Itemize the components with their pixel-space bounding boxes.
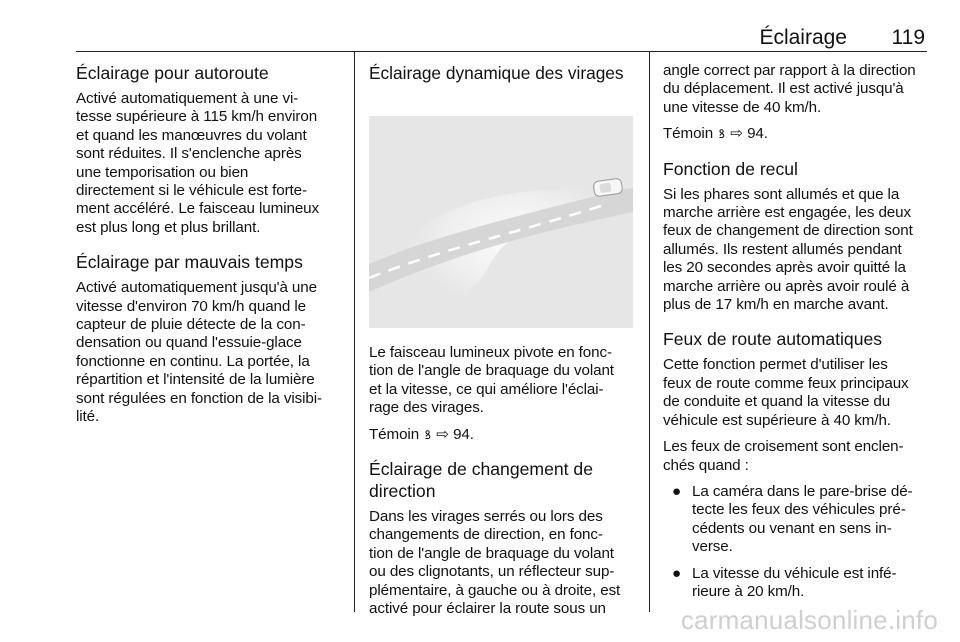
page-reference-arrow-icon: ⇨: [730, 125, 743, 143]
headlamp-warning-icon: ꝸ: [718, 127, 725, 142]
heading-reverse-function: Fonction de recul: [663, 158, 798, 179]
indicator-reference: Témoin ꝸ ⇨ 94.: [369, 425, 474, 443]
bullet-icon: ●: [672, 482, 682, 500]
headlamp-warning-icon: ꝸ: [424, 427, 431, 442]
curved-road-beam-svg: [369, 116, 633, 328]
heading-bad-weather-lighting: Éclairage par mauvais temps: [76, 252, 303, 273]
list-item: ● La vitesse du véhicule est infé- rieure à 20 km/h.: [672, 564, 897, 600]
reference-page-link[interactable]: 94.: [747, 125, 768, 143]
header-title: Éclairage: [759, 26, 847, 49]
indicator-reference-2: Témoin ꝸ ⇨ 94.: [663, 125, 768, 143]
paragraph-highway-lighting: Activé automatiquement à une vi- tesse supérieure à 115 km/h environ et quand les manœuvres du volant sont réduites. Il s'enclenche après une temporisation ou bien directement si le véhicule est forte- ment accéléré. Le faisceau lumineux est plus long et plus brillant.: [76, 90, 320, 236]
heading-turn-light: Éclairage de changement de direction: [369, 459, 593, 502]
cornering-light-illustration: [369, 116, 633, 328]
column-2: [369, 62, 635, 626]
paragraph-low-beam-conditions: Les feux de croisement sont enclen- chés quand :: [663, 438, 904, 474]
bullet-icon: ●: [672, 564, 682, 582]
header-rule: [76, 51, 927, 52]
watermark: carmanualsonline.info: [680, 605, 938, 635]
page-header: [76, 26, 927, 50]
list-item: ● La caméra dans le pare-brise dé- tecte les feux des véhicules pré- cédents ou venant en sens in- verse.: [672, 482, 913, 556]
column-divider-1: [354, 52, 355, 612]
page-reference-arrow-icon: ⇨: [436, 425, 449, 443]
column-1: [76, 62, 344, 435]
page-number: 119: [891, 26, 925, 49]
paragraph-reverse-function: Si les phares sont allumés et que la marche arrière est engagée, les deux feux de changement de direction sont allumés. Ils restent allumés pendant les 20 secondes après avoir quitté la marche arrière ou après avoir roulé à plus de 17 km/h en marche avant.: [663, 185, 913, 314]
column-3: [663, 62, 929, 609]
paragraph-turn-light: Dans les virages serrés ou lors des changements de direction, en fonc- tion de l'angle de braquage du volant ou des clignotants, un réflecteur sup- plémentaire, à gauche ou à droite, est activé pour éclairer la route sous un: [369, 508, 621, 618]
paragraph-automatic-high-beam: Cette fonction permet d'utiliser les feux de route comme feux principaux de conduite et quand la vitesse du véhicule est supérieure à 40 km/h.: [663, 356, 909, 429]
heading-automatic-high-beam: Feux de route automatiques: [663, 329, 883, 350]
reference-page-link[interactable]: 94.: [453, 425, 474, 443]
paragraph-turn-light-continued: angle correct par rapport à la direction du déplacement. Il est activé jusqu'à une vitesse de 40 km/h.: [663, 62, 916, 116]
column-divider-2: [649, 52, 650, 612]
paragraph-bad-weather-lighting: Activé automatiquement jusqu'à une vitesse d'environ 70 km/h quand le capteur de pluie détecte de la con- densation ou quand l'essuie-glace fonctionne en continu. La portée, la répartition et l'intensité de la lumière sont régulées en fonction de la visibi- lité.: [76, 279, 322, 426]
heading-highway-lighting: Éclairage pour autoroute: [76, 63, 269, 83]
paragraph-dynamic-cornering: Le faisceau lumineux pivote en fonc- tion de l'angle de braquage du volant et la vitesse, ce qui améliore l'éclai- rage des virages.: [369, 344, 614, 417]
heading-dynamic-cornering-light: Éclairage dynamique des virages: [369, 63, 624, 83]
